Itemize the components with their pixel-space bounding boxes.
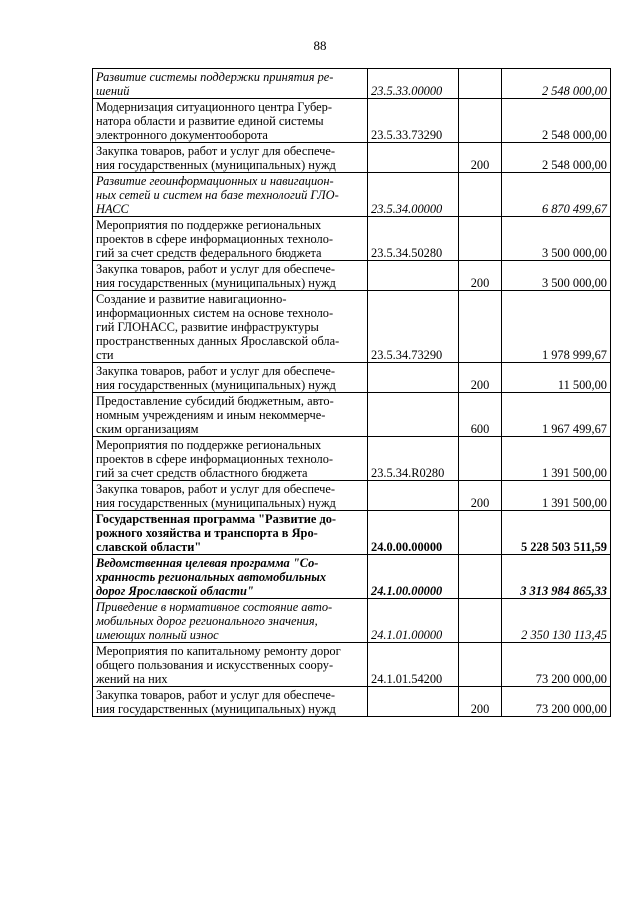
row-expense-type: 200 (470, 378, 490, 392)
row-name-cell (93, 217, 368, 261)
row-target-code-cell (368, 143, 459, 173)
row-target-code-cell (368, 291, 459, 363)
table-row (93, 511, 611, 555)
row-target-code-cell (368, 173, 459, 217)
row-target-code-cell (368, 69, 459, 99)
row-name: Закупка товаров, работ и услуг для обеспече- ния государственных (муниципальных) нужд (96, 262, 336, 290)
row-expense-type-cell (459, 143, 502, 173)
row-expense-type-cell (459, 217, 502, 261)
row-name-cell (93, 69, 368, 99)
row-name-cell (93, 173, 368, 217)
row-name-cell (93, 555, 368, 599)
row-target-code-cell (368, 555, 459, 599)
row-target-code-cell (368, 643, 459, 687)
row-name-cell (93, 481, 368, 511)
row-amount-cell (502, 173, 611, 217)
row-expense-type-cell (459, 643, 502, 687)
row-amount-cell (502, 261, 611, 291)
row-name: Создание и развитие навигационно- информационных систем на основе техноло- гий ГЛОНАСС, развитие инфраструктуры пространственных данных Ярославской обла- сти (96, 292, 340, 362)
row-target-code: 23.5.34.50280 (371, 246, 443, 260)
row-expense-type-cell (459, 555, 502, 599)
row-name-cell (93, 363, 368, 393)
table-row (93, 555, 611, 599)
row-target-code: 24.0.00.00000 (371, 540, 443, 554)
table-row (93, 99, 611, 143)
table-row (93, 291, 611, 363)
row-expense-type-cell (459, 511, 502, 555)
row-name-cell (93, 511, 368, 555)
row-expense-type: 200 (470, 158, 490, 172)
row-expense-type-cell (459, 599, 502, 643)
row-name: Мероприятия по поддержке региональных проектов в сфере информационных техноло- гий за счет средств областного бюджета (96, 438, 334, 480)
row-amount-cell (502, 363, 611, 393)
row-amount-cell (502, 69, 611, 99)
table-row (93, 261, 611, 291)
row-amount: 3 313 984 865,33 (520, 584, 607, 598)
page-number: 88 (313, 38, 327, 53)
row-target-code-cell (368, 687, 459, 717)
row-name-cell (93, 291, 368, 363)
row-name: Предоставление субсидий бюджетным, авто- номным учреждениям и иным некоммерче- ским организациям (96, 394, 334, 436)
table-row (93, 143, 611, 173)
row-name: Модернизация ситуационного центра Губер- натора области и развитие единой системы электронного документооборота (96, 100, 332, 142)
row-name-cell (93, 261, 368, 291)
row-expense-type: 600 (470, 422, 490, 436)
table-row (93, 69, 611, 99)
row-expense-type-cell (459, 687, 502, 717)
row-amount: 6 870 499,67 (541, 202, 607, 216)
row-target-code-cell (368, 99, 459, 143)
row-target-code-cell (368, 393, 459, 437)
row-name: Закупка товаров, работ и услуг для обеспече- ния государственных (муниципальных) нужд (96, 482, 336, 510)
row-amount: 11 500,00 (557, 378, 607, 392)
row-target-code: 23.5.34.00000 (371, 202, 443, 216)
row-name: Закупка товаров, работ и услуг для обеспече- ния государственных (муниципальных) нужд (96, 688, 336, 716)
row-name-cell (93, 643, 368, 687)
row-amount-cell (502, 599, 611, 643)
row-amount-cell (502, 555, 611, 599)
row-amount-cell (502, 643, 611, 687)
row-amount-cell (502, 143, 611, 173)
row-name-cell (93, 599, 368, 643)
row-expense-type-cell (459, 363, 502, 393)
row-target-code-cell (368, 599, 459, 643)
table-row (93, 393, 611, 437)
row-name: Государственная программа "Развитие до- рожного хозяйства и транспорта в Яро- славской области" (96, 512, 337, 554)
row-name-cell (93, 687, 368, 717)
row-target-code: 24.1.01.00000 (371, 628, 443, 642)
row-target-code-cell (368, 363, 459, 393)
row-expense-type-cell (459, 69, 502, 99)
row-target-code: 24.1.01.54200 (371, 672, 443, 686)
row-amount: 73 200 000,00 (535, 702, 607, 716)
row-name: Развитие геоинформационных и навигацион- ных сетей и систем на базе технологий ГЛО- НАСС (96, 174, 339, 216)
table-row (93, 687, 611, 717)
row-amount: 1 391 500,00 (541, 496, 607, 510)
table-row (93, 217, 611, 261)
row-name: Закупка товаров, работ и услуг для обеспече- ния государственных (муниципальных) нужд (96, 144, 336, 172)
row-target-code: 24.1.00.00000 (371, 584, 443, 598)
row-amount-cell (502, 437, 611, 481)
row-expense-type-cell (459, 481, 502, 511)
row-target-code-cell (368, 437, 459, 481)
row-name: Мероприятия по поддержке региональных проектов в сфере информационных техноло- гий за счет средств федерального бюджета (96, 218, 334, 260)
budget-table (92, 68, 611, 717)
row-name-cell (93, 437, 368, 481)
row-expense-type-cell (459, 99, 502, 143)
row-target-code-cell (368, 217, 459, 261)
row-expense-type-cell (459, 437, 502, 481)
table-row (93, 481, 611, 511)
row-name-cell (93, 99, 368, 143)
row-amount: 1 391 500,00 (541, 466, 607, 480)
row-amount: 1 967 499,67 (541, 422, 607, 436)
row-name-cell (93, 143, 368, 173)
row-target-code: 23.5.34.R0280 (371, 466, 445, 480)
row-amount: 2 548 000,00 (541, 84, 607, 98)
row-amount: 2 548 000,00 (541, 158, 607, 172)
row-amount-cell (502, 481, 611, 511)
table-row (93, 437, 611, 481)
table-row (93, 599, 611, 643)
row-target-code: 23.5.34.73290 (371, 348, 443, 362)
row-name: Закупка товаров, работ и услуг для обеспече- ния государственных (муниципальных) нужд (96, 364, 336, 392)
row-target-code-cell (368, 261, 459, 291)
row-expense-type-cell (459, 291, 502, 363)
row-amount-cell (502, 217, 611, 261)
table-row (93, 363, 611, 393)
row-name: Приведение в нормативное состояние авто- мобильных дорог регионального значения, имеющих полный износ (96, 600, 333, 642)
row-expense-type-cell (459, 261, 502, 291)
row-amount-cell (502, 291, 611, 363)
budget-table-body (93, 69, 611, 717)
row-target-code: 23.5.33.00000 (371, 84, 443, 98)
row-expense-type: 200 (470, 702, 490, 716)
row-amount: 3 500 000,00 (541, 246, 607, 260)
row-amount: 73 200 000,00 (535, 672, 607, 686)
row-name: Мероприятия по капитальному ремонту дорог общего пользования и искусственных соору- жений на них (96, 644, 341, 686)
row-amount: 3 500 000,00 (541, 276, 607, 290)
row-amount: 1 978 999,67 (541, 348, 607, 362)
row-expense-type: 200 (470, 496, 490, 510)
row-name: Ведомственная целевая программа "Со- хранность региональных автомобильных дорог Ярославской области" (96, 556, 327, 598)
row-amount-cell (502, 393, 611, 437)
row-expense-type: 200 (470, 276, 490, 290)
row-amount: 2 548 000,00 (541, 128, 607, 142)
row-target-code: 23.5.33.73290 (371, 128, 443, 142)
row-expense-type-cell (459, 393, 502, 437)
row-target-code-cell (368, 511, 459, 555)
row-amount-cell (502, 511, 611, 555)
row-name: Развитие системы поддержки принятия ре- шений (96, 70, 334, 98)
row-amount: 2 350 130 113,45 (521, 628, 607, 642)
row-expense-type-cell (459, 173, 502, 217)
row-amount: 5 228 503 511,59 (520, 540, 607, 554)
table-row (93, 643, 611, 687)
table-row (93, 173, 611, 217)
row-name-cell (93, 393, 368, 437)
row-amount-cell (502, 687, 611, 717)
row-target-code-cell (368, 481, 459, 511)
row-amount-cell (502, 99, 611, 143)
